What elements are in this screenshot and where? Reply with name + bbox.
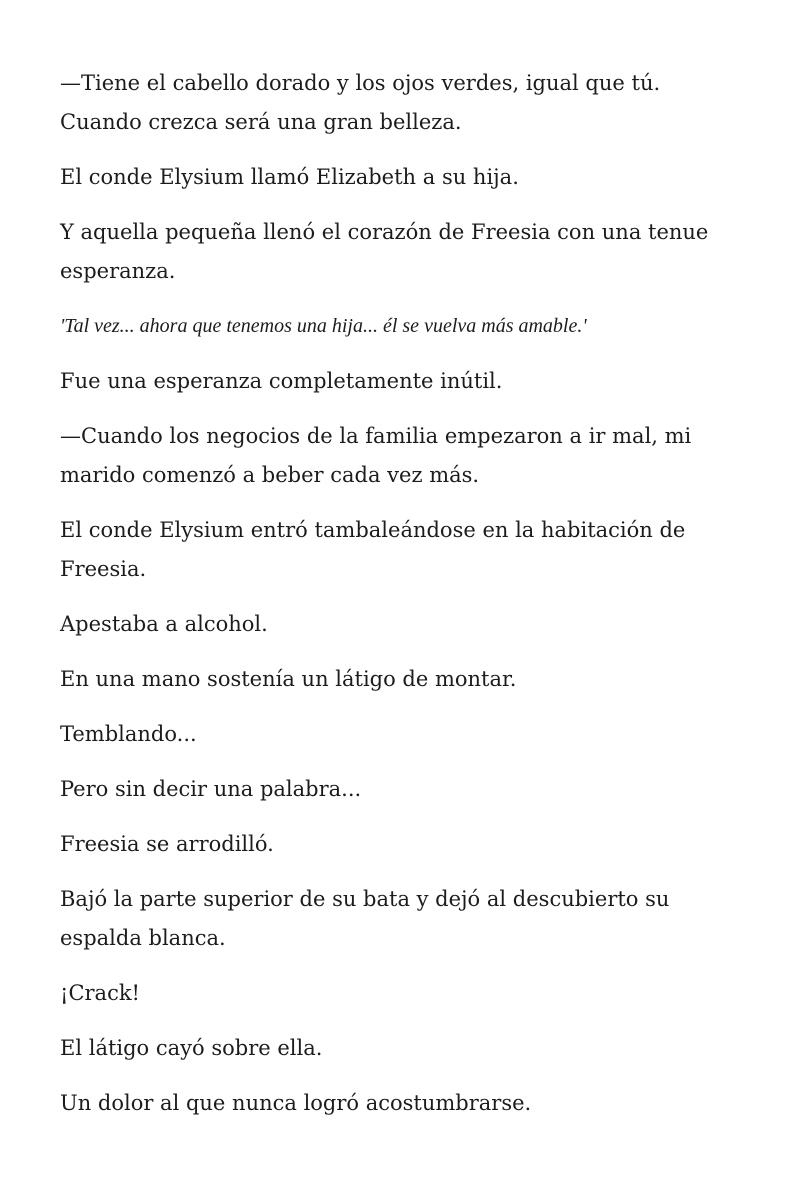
paragraph: Bajó la parte superior de su bata y dejó al descubierto su espalda blanca. [60,887,670,950]
paragraph: Pero sin decir una palabra... [60,777,362,801]
paragraph: —Cuando los negocios de la familia empezaron a ir mal, mi marido comenzó a beber cada vez más. [60,424,692,487]
paragraph: Y aquella pequeña llenó el corazón de Freesia con una tenue esperanza. [60,220,709,283]
paragraph: El conde Elysium entró tambaleándose en la habitación de Freesia. [60,518,686,581]
paragraph: —Tiene el cabello dorado y los ojos verdes, igual que tú. Cuando crezca será una gran belleza. [60,71,661,134]
paragraph: Apestaba a alcohol. [60,612,268,636]
inner-thought-paragraph: 'Tal vez... ahora que tenemos una hija... él se vuelva más amable.' [60,315,587,337]
paragraph: ¡Crack! [60,981,140,1005]
paragraph: Un dolor al que nunca logró acostumbrarse. [60,1091,532,1115]
paragraph: Freesia se arrodilló. [60,832,274,856]
paragraph: El conde Elysium llamó Elizabeth a su hija. [60,165,519,189]
paragraph: Fue una esperanza completamente inútil. [60,369,503,393]
paragraph: Temblando... [60,722,197,746]
paragraph: El látigo cayó sobre ella. [60,1036,323,1060]
paragraph: En una mano sostenía un látigo de montar. [60,667,517,691]
